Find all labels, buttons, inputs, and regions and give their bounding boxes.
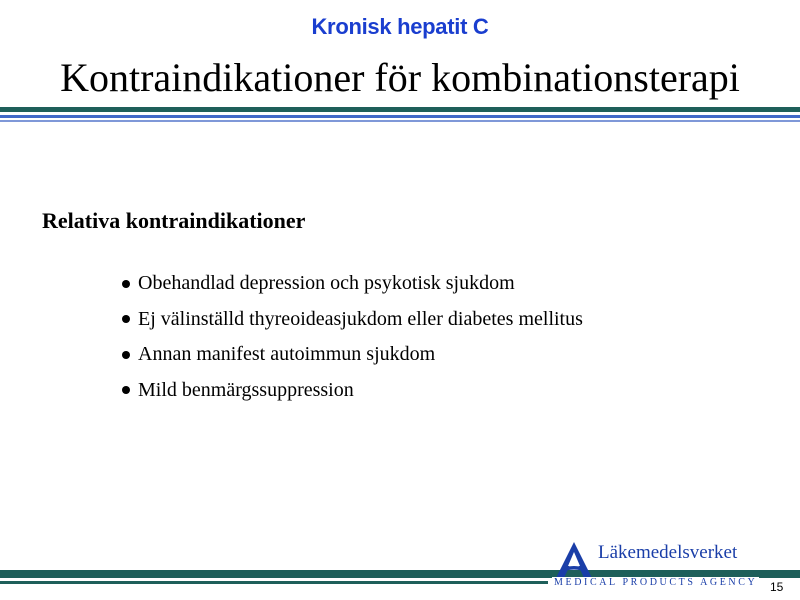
page-number: 15 xyxy=(770,580,784,594)
list-item-text: Ej välinställd thyreoideasjukdom eller diabetes mellitus xyxy=(138,307,583,330)
slide-subtitle: Kronisk hepatit C xyxy=(311,14,489,39)
slide-title: Kontraindikationer för kombinationsterapi xyxy=(60,55,740,100)
bullet-icon xyxy=(122,280,130,288)
header-rule-blue xyxy=(0,115,800,118)
agency-logo xyxy=(552,540,758,592)
section-heading: Relativa kontraindikationer xyxy=(42,208,306,233)
list-item-text: Mild benmärgssuppression xyxy=(138,378,354,401)
list-item-text: Obehandlad depression och psykotisk sjukdom xyxy=(138,272,515,295)
list-item xyxy=(120,337,583,373)
bullet-icon xyxy=(122,386,130,394)
header-rule-dark xyxy=(0,107,800,112)
bullet-list xyxy=(120,266,583,408)
bullet-icon xyxy=(122,351,130,359)
bullet-icon xyxy=(122,315,130,323)
agency-logo-icon xyxy=(554,540,594,580)
list-item xyxy=(120,373,583,409)
footer-rule-thin xyxy=(0,581,548,584)
header-rule-light xyxy=(0,120,800,122)
agency-logo-name: Läkemedelsverket xyxy=(598,542,738,563)
agency-logo-tagline: MEDICAL PRODUCTS AGENCY xyxy=(554,577,758,588)
list-item xyxy=(120,302,583,338)
list-item xyxy=(120,266,583,302)
header-rule xyxy=(0,107,800,123)
list-item-text: Annan manifest autoimmun sjukdom xyxy=(138,343,436,366)
